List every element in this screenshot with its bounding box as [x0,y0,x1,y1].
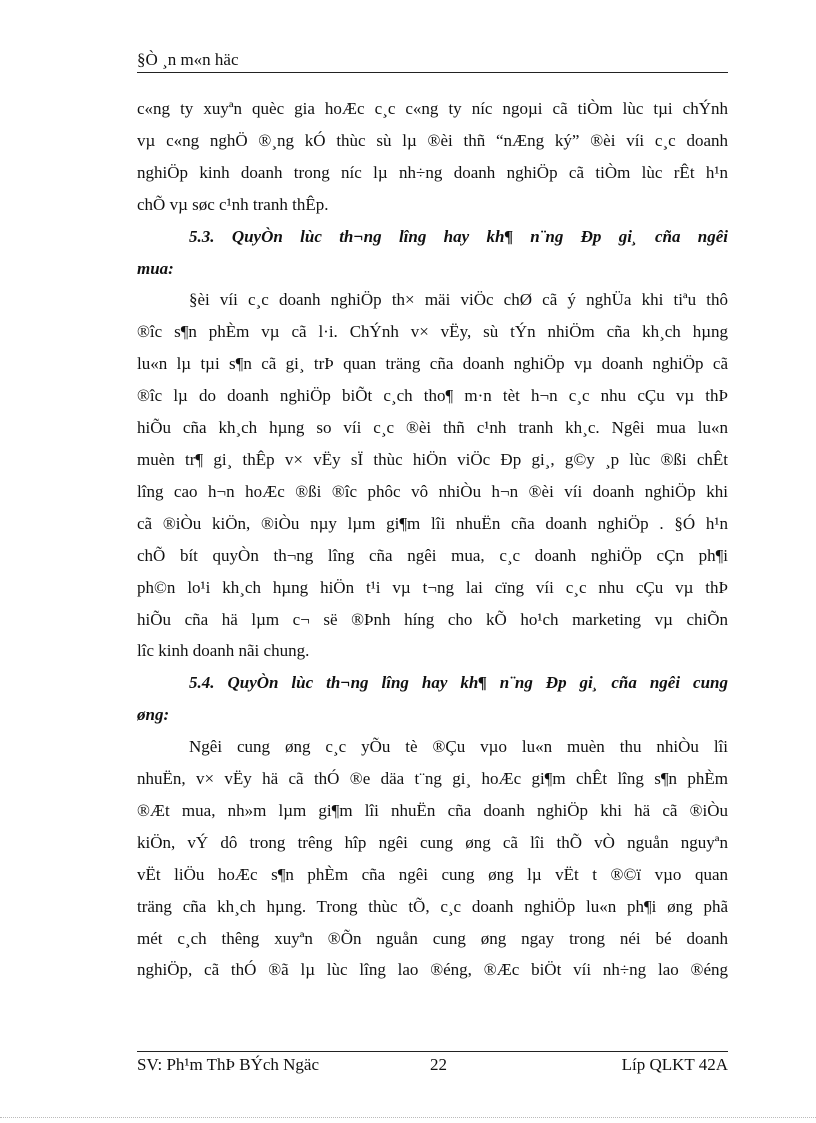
section-heading-line: 5.4. QuyÒn lùc th¬ng lîng hay kh¶ n¨ng Ðp gi¸ cña ngêi cung [189,673,728,693]
body-text-line: muèn tr¶ gi¸ thÊp v× vËy sÏ thùc hiÖn viÖc Ðp gi¸, g©y ¸p lùc ®ßi chÊt [137,449,728,469]
body-text-line: ®îc lµ do doanh nghiÖp biÕt c¸ch tho¶ m·n tèt h¬n c¸c nhu cÇu vµ thÞ [137,386,728,406]
page-edge-divider [0,1117,816,1118]
body-text-line: kiÖn, vÝ dô trong trêng hîp ngêi cung øng cã lîi thÕ vÒ nguån nguyªn [137,832,728,852]
body-text-line: lîng cao h¬n hoÆc ®ßi ®îc phôc vô nhiÒu h¬n ®èi víi doanh nghiÖp khi [137,481,728,501]
footer-rule [137,1051,728,1052]
body-text-line: hiÕu cña hä lµm c¬ së ®Þnh híng cho kÕ ho¹ch marketing vµ chiÕn [137,609,728,629]
body-text-line: §èi víi c¸c doanh nghiÖp th× mäi viÖc chØ cã ý nghÜa khi tiªu thô [189,290,728,310]
section-heading-line: 5.3. QuyÒn lùc th¬ng lîng hay kh¶ n¨ng Ðp gi¸ cña ngêi [189,226,728,246]
header-rule [137,72,728,73]
body-text-line: vµ c«ng nghÖ ®¸ng kÓ thùc sù lµ ®èi thñ “nÆng ký” ®èi víi c¸c doanh [137,130,728,150]
footer-author: SV: Ph¹m ThÞ BÝch Ngäc [137,1055,320,1074]
body-text-line: Ngêi cung øng c¸c yÕu tè ®Çu vµo lu«n muèn thu nhiÒu lîi [189,737,728,757]
page-number: 22 [430,1055,447,1074]
body-text-line: nghiÖp kinh doanh trong níc lµ nh÷ng doanh nghiÖp cã tiÒm lùc rÊt h¹n [137,162,728,182]
body-text-line: chÕ vµ søc c¹nh tranh thÊp. [137,194,329,214]
body-text-line: ®Æt mua, nh»m lµm gi¶m lîi nhuËn cña doanh nghiÖp khi hä cã ®iÒu [137,800,728,820]
body-text-line: chÕ bít quyÒn th¬ng lîng cña ngêi mua, c¸c doanh nghiÖp cÇn ph¶i [137,545,728,565]
body-text-line: c«ng ty xuyªn quèc gia hoÆc c¸c c«ng ty níc ngoµi cã tiÒm lùc tµi chÝnh [137,99,728,118]
body-text-line: ®îc s¶n phÈm vµ cã l·i. ChÝnh v× vËy, sù tÝn nhiÖm cña kh¸ch hµng [137,322,728,342]
body-text-line: nhuËn, v× vËy hä cã thÓ ®e däa t¨ng gi¸ hoÆc gi¶m chÊt lîng s¶n phÈm [137,769,728,789]
body-text-line: hiÕu cña kh¸ch hµng so víi c¸c ®èi thñ c¹nh tranh kh¸c. Ngêi mua lu«n [137,418,728,438]
section-heading-line: øng: [137,705,170,725]
body-text-line: cã ®iÒu kiÖn, ®iÒu nµy lµm gi¶m lîi nhuËn cña doanh nghiÖp . §Ó h¹n [137,513,728,533]
section-heading-line: mua: [137,258,174,278]
body-text-line: lu«n lµ tµi s¶n cã gi¸ trÞ quan träng cña doanh nghiÖp vµ doanh nghiÖp cã [137,354,728,374]
body-text-line: mét c¸ch thêng xuyªn ®Õn nguån cung øng ngay trong néi bé doanh [137,928,728,948]
body-text-line: nghiÖp, cã thÓ ®ã lµ lùc lîng lao ®éng, ®Æc biÖt víi nh÷ng lao ®éng [137,960,728,980]
page-header: §Ò ¸n m«n häc [137,50,239,69]
body-text-line: lîc kinh doanh nãi chung. [137,641,310,661]
body-text-line: ph©n lo¹i kh¸ch hµng hiÖn t¹i vµ t¬ng lai cïng víi c¸c nhu cÇu vµ thÞ [137,577,728,597]
document-body [137,93,728,986]
body-text-line: vËt liÖu hoÆc s¶n phÈm cña ngêi cung øng lµ vËt t ®©ï vµo quan [137,864,728,884]
body-text-line: träng cña kh¸ch hµng. Trong thùc tÕ, c¸c doanh nghiÖp lu«n ph¶i øng phã [137,896,728,916]
footer-class: Líp QLKT 42A [621,1055,728,1074]
